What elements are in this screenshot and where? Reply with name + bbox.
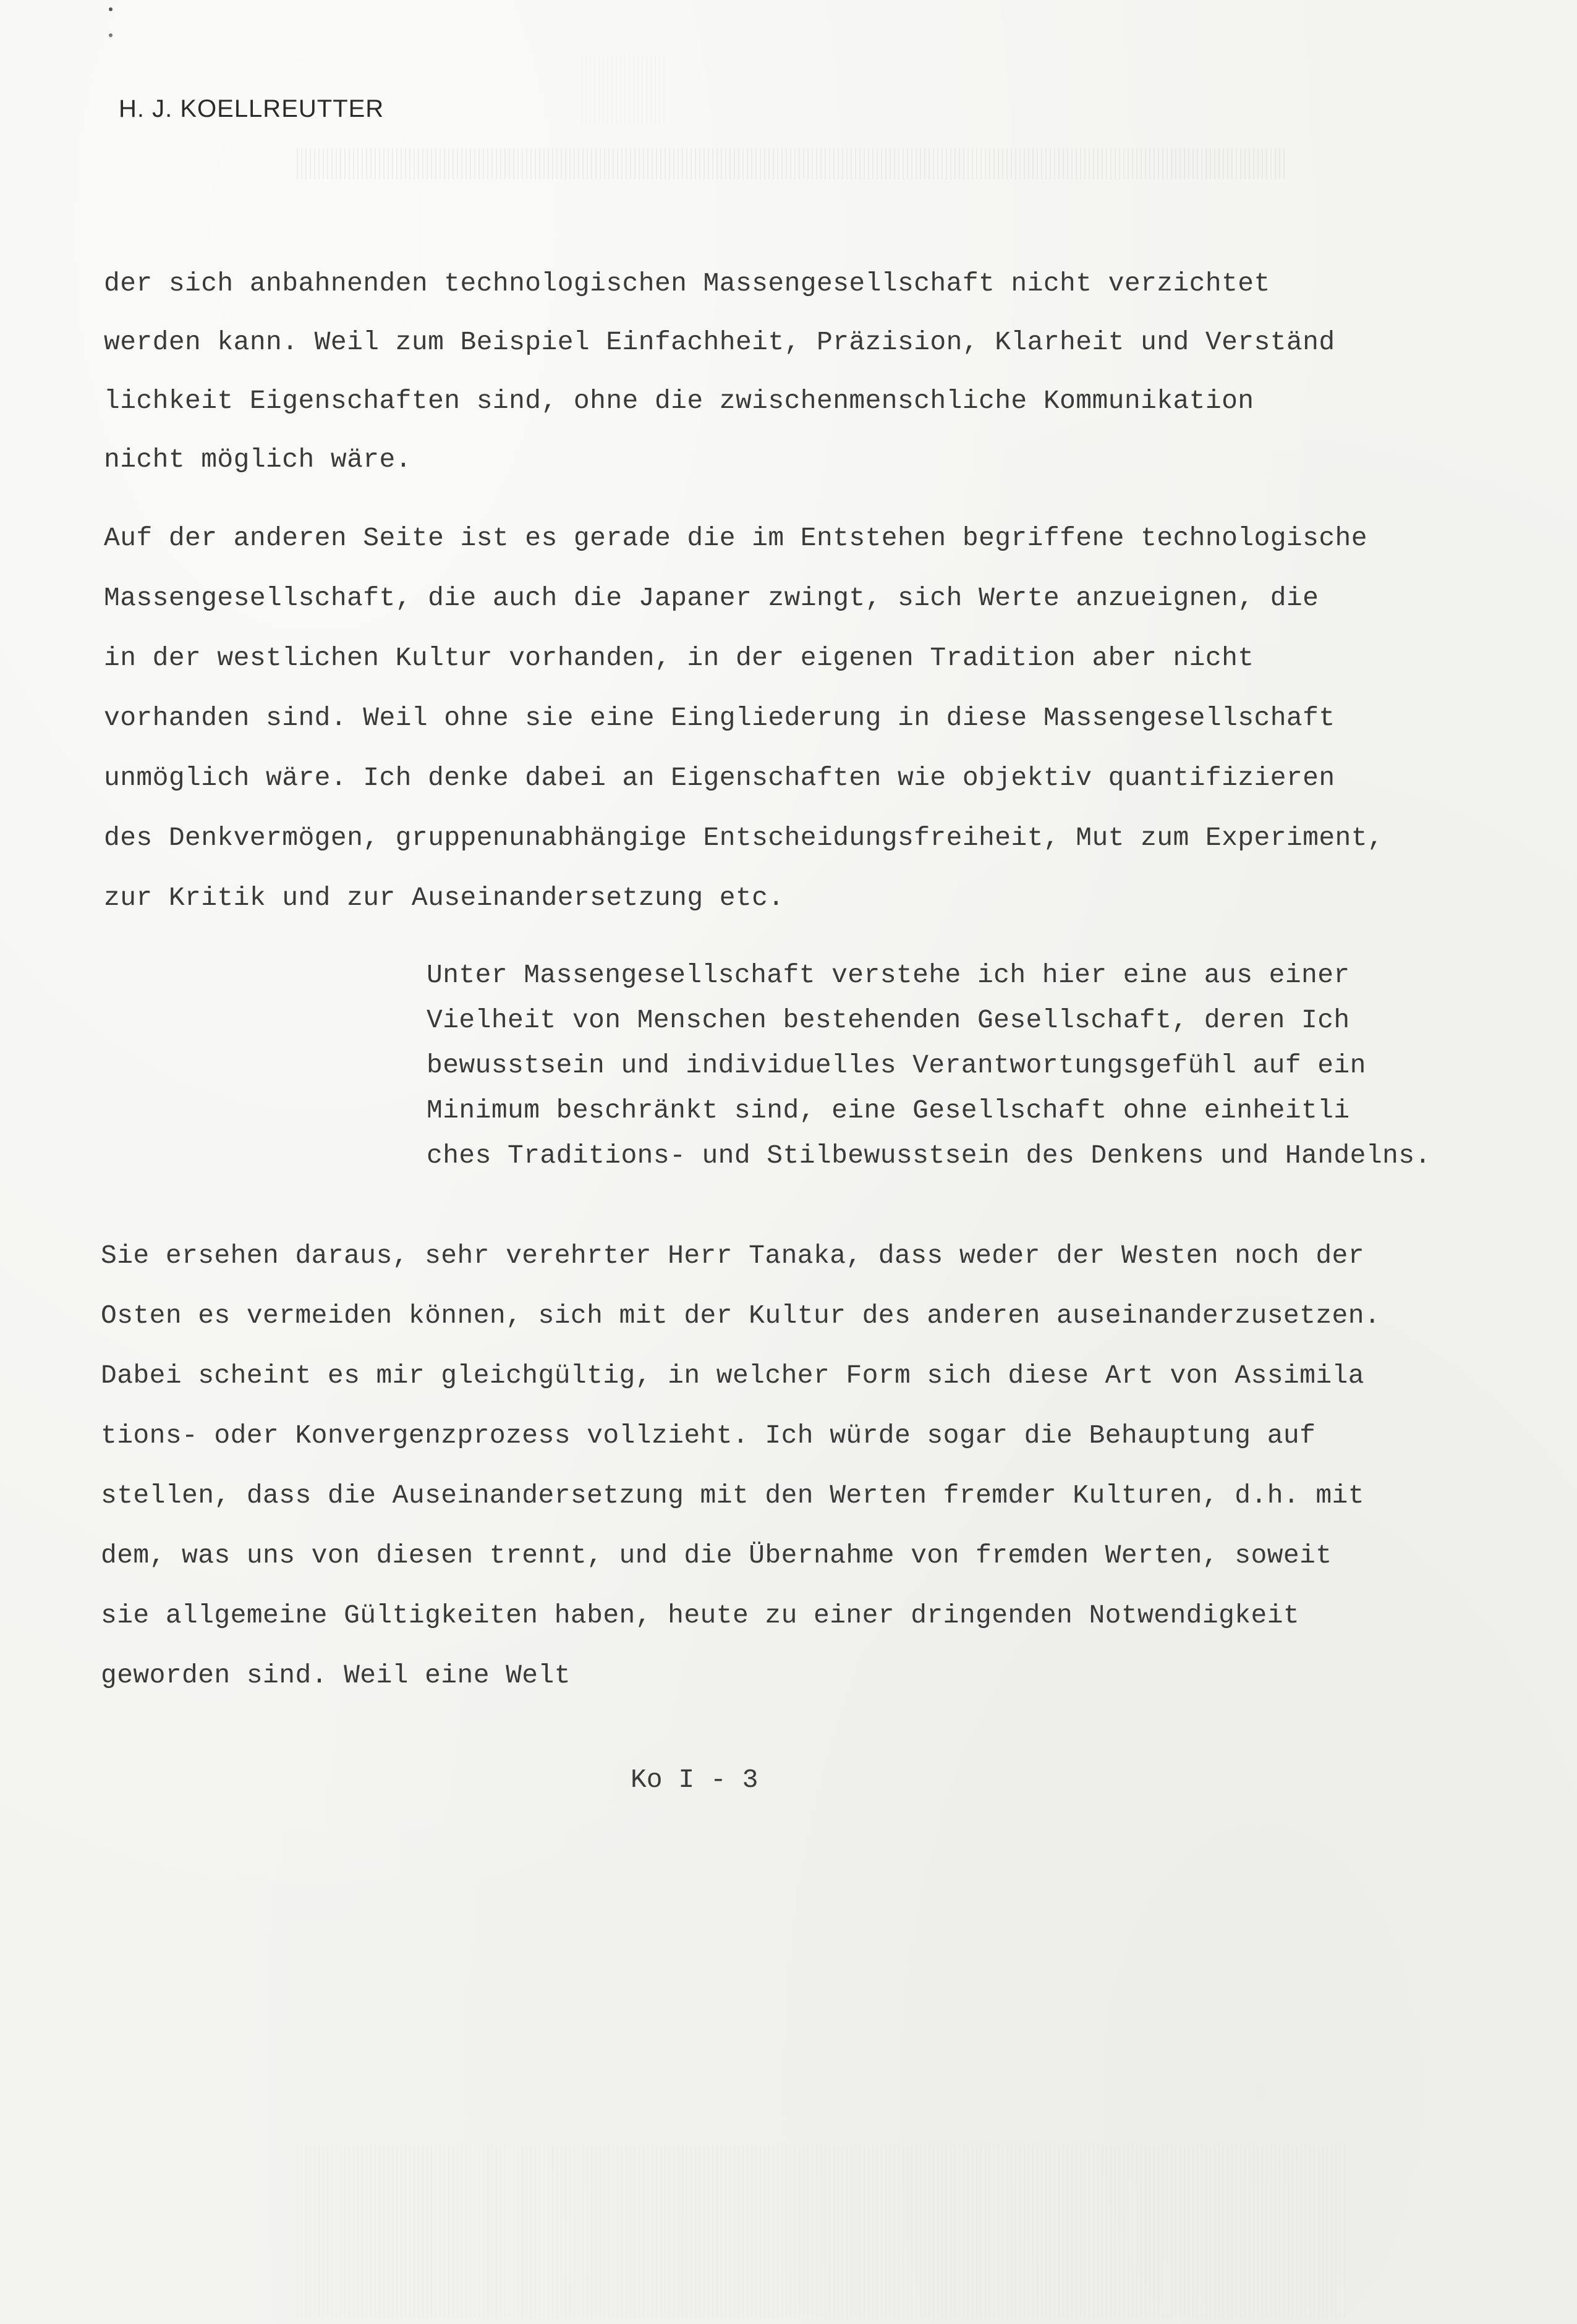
bleed-through-artifact (297, 148, 1286, 179)
text-line: Sie ersehen daraus, sehr verehrter Herr Tanaka, dass weder der Westen noch der (101, 1240, 1364, 1271)
paragraph-2 (104, 508, 1384, 928)
text-line: Vielheit von Menschen bestehenden Gesellschaft, deren Ich (427, 1005, 1350, 1035)
text-line: Massengesellschaft, die auch die Japaner zwingt, sich Werte anzueignen, die (104, 583, 1319, 613)
text-line: Auf der anderen Seite ist es gerade die im Entstehen begriffene technologische (104, 523, 1367, 553)
text-line: vorhanden sind. Weil ohne sie eine Eingliederung in diese Massengesellschaft (104, 703, 1335, 733)
paper-mark (109, 7, 113, 11)
paragraph-1 (104, 254, 1335, 489)
text-line: geworden sind. Weil eine Welt (101, 1660, 571, 1690)
text-line: nicht möglich wäre. (104, 444, 412, 475)
text-line: Unter Massengesellschaft verstehe ich hier eine aus einer (427, 960, 1350, 990)
text-line: des Denkvermögen, gruppenunabhängige Entscheidungsfreiheit, Mut zum Experiment, (104, 823, 1384, 853)
text-line: zur Kritik und zur Auseinandersetzung etc. (104, 883, 784, 913)
text-line: Osten es vermeiden können, sich mit der Kultur des anderen auseinanderzusetzen. (101, 1300, 1381, 1331)
text-line: ches Traditions- und Stilbewusstsein des Denkens und Handelns. (427, 1140, 1431, 1171)
text-line: sie allgemeine Gültigkeiten haben, heute zu einer dringenden Notwendigkeit (101, 1600, 1300, 1631)
paragraph-3 (101, 1226, 1380, 1705)
letterhead: H. J. KOELLREUTTER (119, 95, 385, 122)
text-line: werden kann. Weil zum Beispiel Einfachheit, Präzision, Klarheit und Verständ (104, 327, 1335, 357)
text-line: bewusstsein und individuelles Verantwortungsgefühl auf ein (427, 1050, 1366, 1080)
bleed-through-artifact (581, 56, 668, 124)
paper-mark (109, 33, 113, 37)
text-line: unmöglich wäre. Ich denke dabei an Eigenschaften wie objektiv quantifizieren (104, 763, 1335, 793)
text-line: dem, was uns von diesen trennt, und die Übernahme von fremden Werten, soweit (101, 1540, 1332, 1571)
page-mark: Ko I - 3 (631, 1765, 759, 1795)
text-line: Dabei scheint es mir gleichgültig, in welcher Form sich diese Art von Assimila (101, 1360, 1364, 1391)
text-line: der sich anbahnenden technologischen Massengesellschaft nicht verzichtet (104, 268, 1270, 299)
text-line: tions- oder Konvergenzprozess vollzieht. Ich würde sogar die Behauptung auf (101, 1420, 1316, 1451)
text-line: in der westlichen Kultur vorhanden, in der eigenen Tradition aber nicht (104, 643, 1254, 673)
text-line: Minimum beschränkt sind, eine Gesellschaft ohne einheitli (427, 1095, 1350, 1126)
footnote-block (427, 952, 1431, 1178)
text-line: stellen, dass die Auseinandersetzung mit den Werten fremder Kulturen, d.h. mit (101, 1480, 1364, 1511)
text-line: lichkeit Eigenschaften sind, ohne die zwischenmenschliche Kommunikation (104, 386, 1254, 416)
bleed-through-artifact (297, 2145, 1348, 2318)
